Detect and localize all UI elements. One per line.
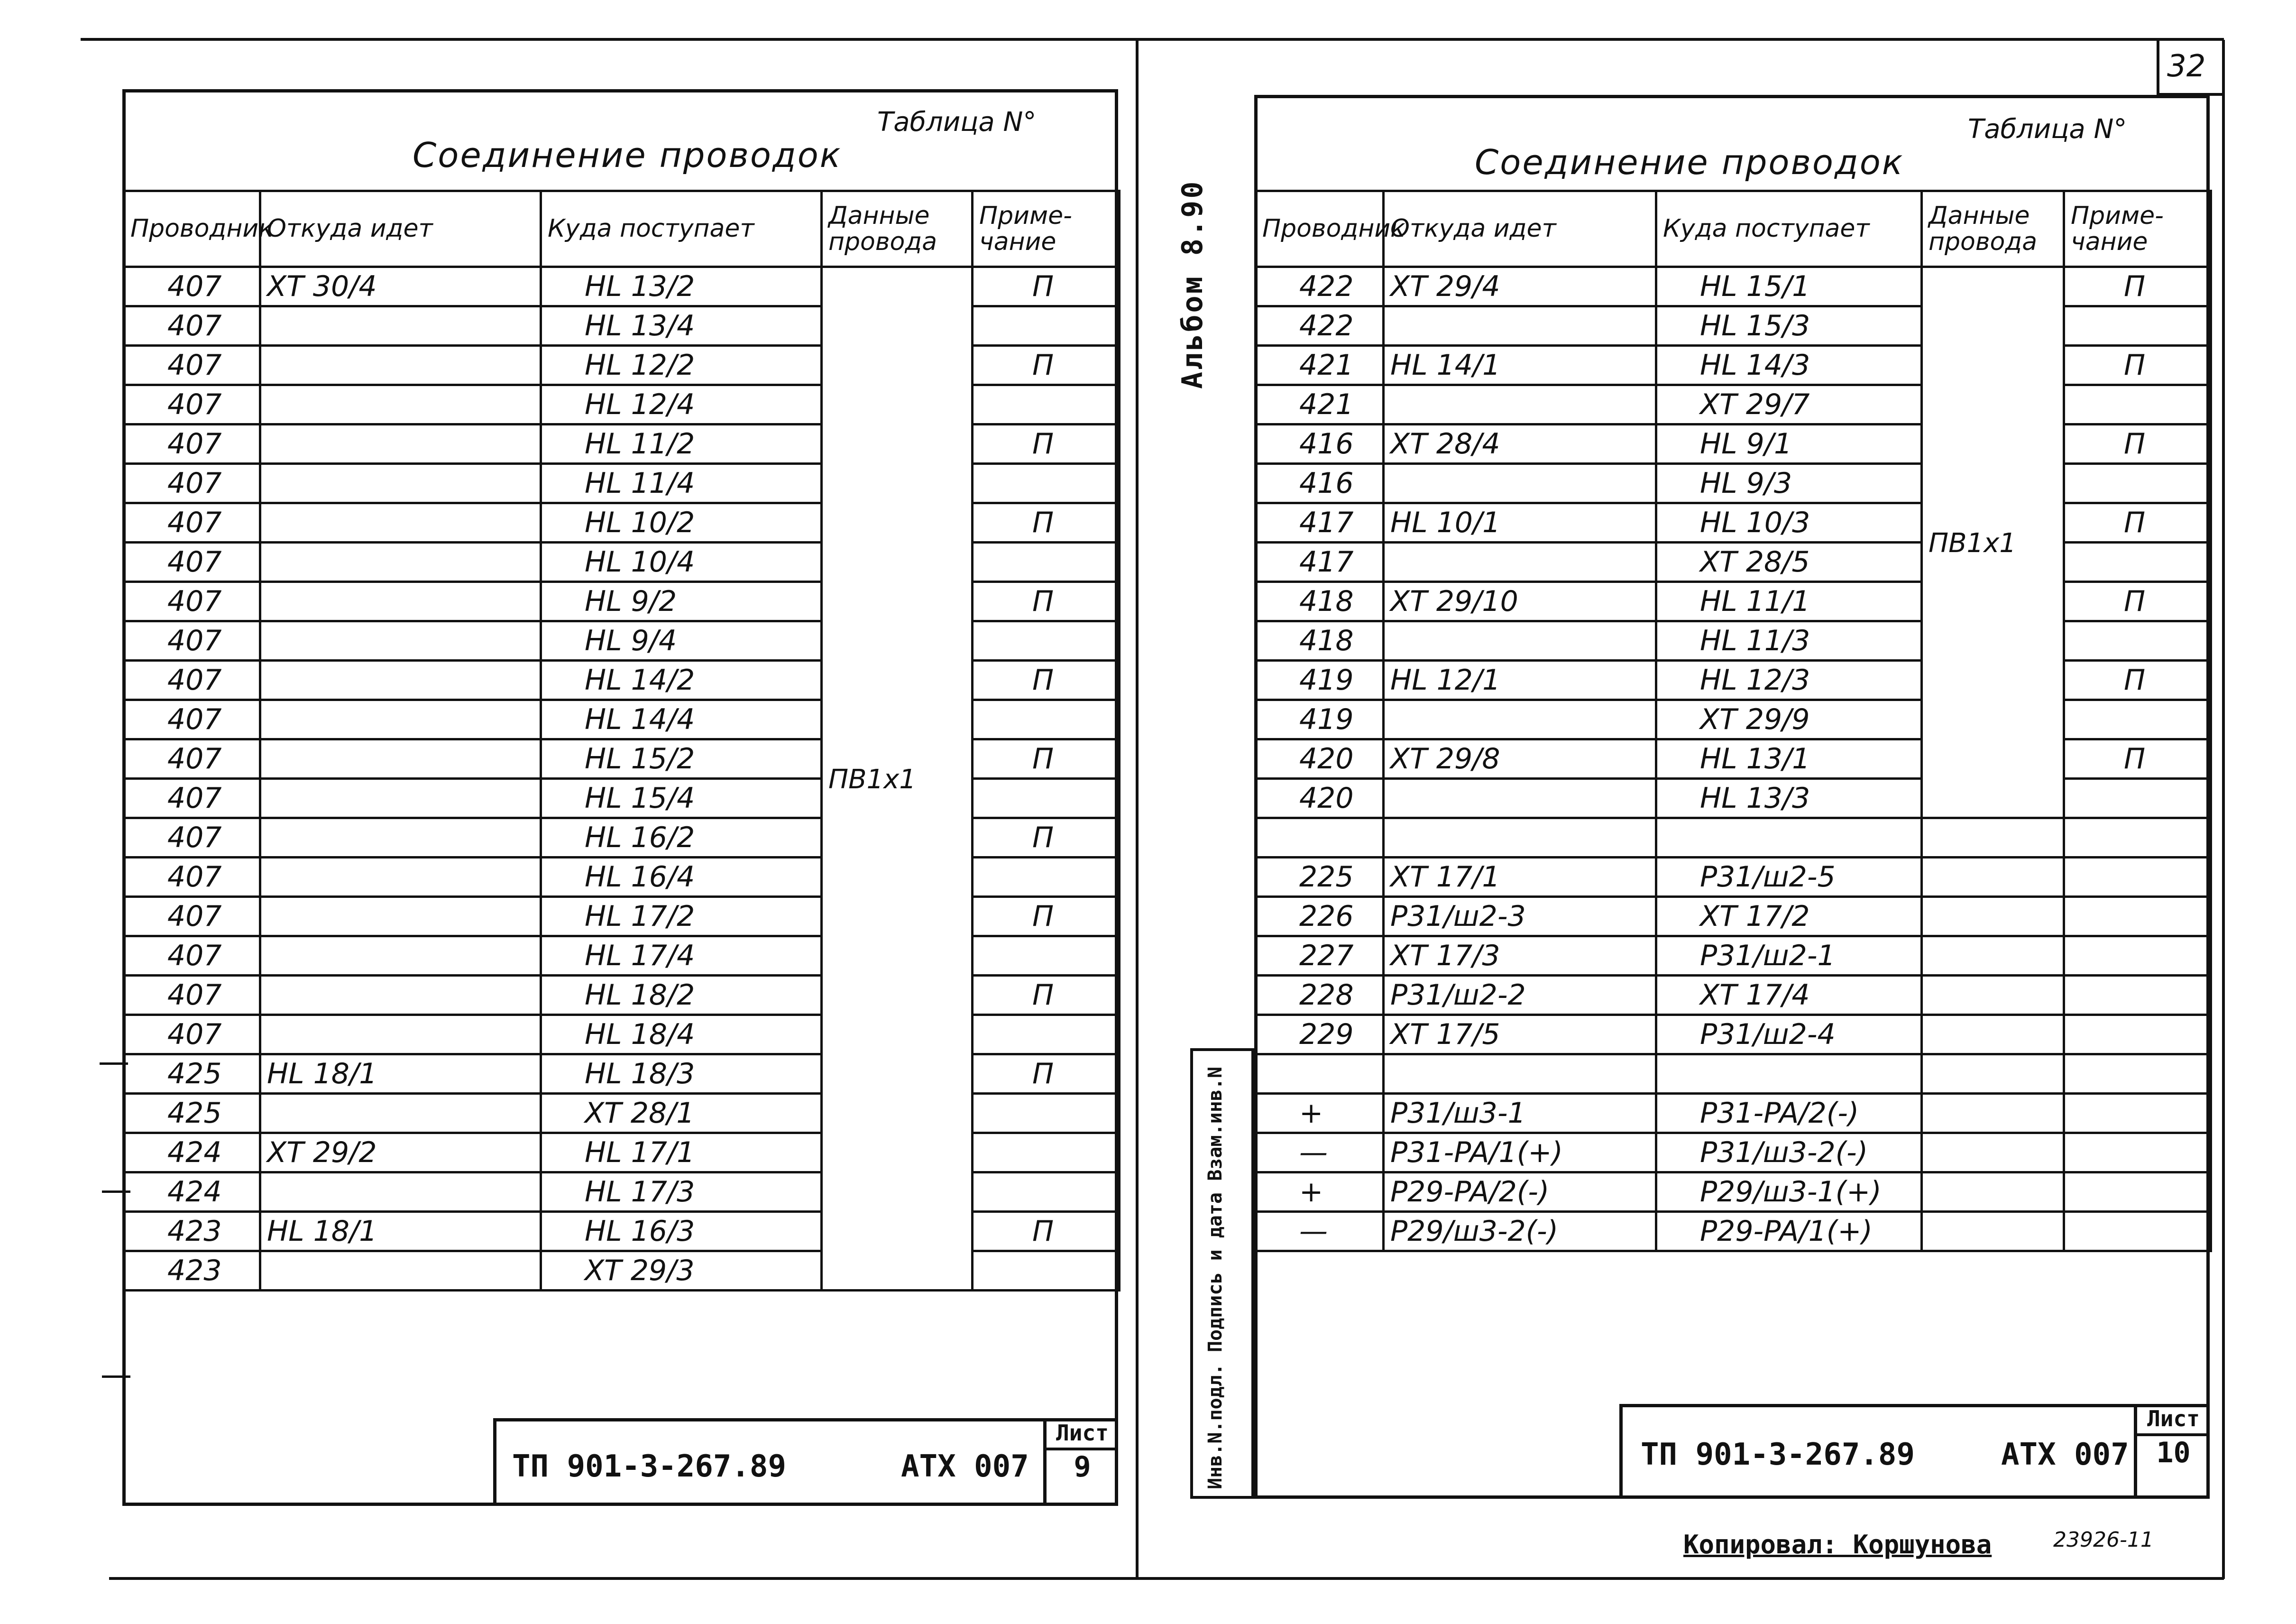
cell-to: HL 17/3 [541, 1172, 822, 1212]
col-header-wire-data: Данные провода [1922, 191, 2064, 267]
col-header-note: Приме-чание [973, 191, 1120, 267]
cell-from [260, 739, 541, 779]
cell-to: P29-PA/1(+) [1656, 1212, 1922, 1251]
cell-to: HL 13/3 [1656, 779, 1922, 818]
cell-to: XT 17/4 [1656, 976, 1922, 1015]
table-row [1256, 267, 2211, 306]
cell-note [2064, 1015, 2211, 1054]
right-sheet-box [2134, 1404, 2210, 1499]
cell-wire: + [1256, 1172, 1384, 1212]
cell-note [973, 1172, 1120, 1212]
left-wire-table [122, 190, 1120, 1292]
table-row [1256, 661, 2211, 700]
cell-note: П [973, 1054, 1120, 1094]
cell-wire: 229 [1256, 1015, 1384, 1054]
cell-wire: 420 [1256, 739, 1384, 779]
cell-to: HL 10/3 [1656, 503, 1922, 543]
cell-note: П [973, 424, 1120, 464]
cell-note [2064, 976, 2211, 1015]
cell-note [2064, 1133, 2211, 1172]
cell-wire: 419 [1256, 700, 1384, 739]
cell-note [973, 464, 1120, 503]
cell-wire: 407 [124, 936, 260, 976]
col-header-from: Откуда идет [1384, 191, 1656, 267]
cell-wire: 423 [124, 1212, 260, 1251]
cell-from [260, 424, 541, 464]
cell-note [973, 936, 1120, 976]
cell-wire: 407 [124, 1015, 260, 1054]
col-header-note: Приме-чание [2064, 191, 2211, 267]
table-row [1256, 424, 2211, 464]
cell-wire: 407 [124, 779, 260, 818]
cell-wire: 422 [1256, 267, 1384, 306]
cell-note [2064, 543, 2211, 582]
cell-wire: 420 [1256, 779, 1384, 818]
cell-to: HL 14/4 [541, 700, 822, 739]
cell-note: П [2064, 267, 2211, 306]
cell-note [2064, 700, 2211, 739]
cell-from: XT 17/3 [1384, 936, 1656, 976]
cell-wire: 407 [124, 385, 260, 424]
cell-to: HL 11/1 [1656, 582, 1922, 621]
cell-from [1384, 543, 1656, 582]
cell-note [2064, 621, 2211, 661]
left-section-code: АТХ 007 [901, 1449, 1029, 1484]
cell-note [973, 1094, 1120, 1133]
cell-wire: 407 [124, 346, 260, 385]
cell-note [973, 779, 1120, 818]
page-number: 32 [2167, 49, 2206, 84]
cell-to: P31/ш2-1 [1656, 936, 1922, 976]
cell-note: П [2064, 424, 2211, 464]
table-row [1256, 897, 2211, 936]
cell-from [1384, 464, 1656, 503]
cell-wire-data [1922, 1172, 2064, 1212]
cell-note [2064, 936, 2211, 976]
cell-wire: 407 [124, 621, 260, 661]
cell-wire: 407 [124, 306, 260, 346]
cell-wire: 407 [124, 661, 260, 700]
table-row [1256, 503, 2211, 543]
cell-to: XT 28/5 [1656, 543, 1922, 582]
table-row [1256, 700, 2211, 739]
cell-wire-data [1922, 976, 2064, 1015]
cell-note: П [973, 661, 1120, 700]
cell-to: HL 12/3 [1656, 661, 1922, 700]
cell-wire: 419 [1256, 661, 1384, 700]
cell-wire: 422 [1256, 306, 1384, 346]
cell-note [2064, 464, 2211, 503]
table-row [1256, 621, 2211, 661]
cell-to: HL 11/3 [1656, 621, 1922, 661]
cell-note: П [973, 346, 1120, 385]
table-row [1256, 543, 2211, 582]
table-row [1256, 858, 2211, 897]
cell-from [260, 1015, 541, 1054]
table-row [1256, 739, 2211, 779]
cell-to: HL 16/2 [541, 818, 822, 858]
cell-to: HL 11/4 [541, 464, 822, 503]
cell-wire-data [1922, 818, 2064, 858]
col-header-to: Куда поступает [541, 191, 822, 267]
cell-note [2064, 306, 2211, 346]
cell-note: П [2064, 346, 2211, 385]
left-sheet-label: Лист [1047, 1418, 1118, 1450]
cell-wire: 425 [124, 1054, 260, 1094]
cell-to: HL 16/3 [541, 1212, 822, 1251]
cell-wire: 418 [1256, 582, 1384, 621]
cell-from: HL 18/1 [260, 1054, 541, 1094]
cell-from: XT 29/8 [1384, 739, 1656, 779]
cell-wire: — [1256, 1133, 1384, 1172]
cell-to: HL 15/2 [541, 739, 822, 779]
cell-from: XT 30/4 [260, 267, 541, 306]
cell-wire: + [1256, 1094, 1384, 1133]
cell-to: HL 9/2 [541, 582, 822, 621]
cell-from [260, 700, 541, 739]
cell-note: П [2064, 661, 2211, 700]
left-doc-code: ТП 901-3-267.89 [512, 1449, 786, 1484]
cell-to: P31/ш2-4 [1656, 1015, 1922, 1054]
cell-from [260, 582, 541, 621]
cell-note: П [973, 582, 1120, 621]
cell-note [973, 543, 1120, 582]
right-panel-title: Соединение проводок [1475, 142, 1904, 182]
table-row [1256, 976, 2211, 1015]
cell-wire: 424 [124, 1133, 260, 1172]
cell-note [2064, 779, 2211, 818]
cell-from: XT 17/1 [1384, 858, 1656, 897]
cell-wire: 407 [124, 739, 260, 779]
cell-to: HL 15/4 [541, 779, 822, 818]
cell-to: XT 17/2 [1656, 897, 1922, 936]
cell-to: HL 10/2 [541, 503, 822, 543]
cell-to: HL 17/2 [541, 897, 822, 936]
right-wire-table [1254, 190, 2212, 1252]
cell-to: HL 16/4 [541, 858, 822, 897]
cell-to: XT 28/1 [541, 1094, 822, 1133]
cell-from: HL 12/1 [1384, 661, 1656, 700]
cell-from [1384, 818, 1656, 858]
cell-wire: 416 [1256, 464, 1384, 503]
cell-from: XT 29/2 [260, 1133, 541, 1172]
cell-note [973, 1133, 1120, 1172]
cell-from [260, 346, 541, 385]
cell-wire-data [1922, 936, 2064, 976]
cell-to: HL 17/4 [541, 936, 822, 976]
cell-note: П [973, 739, 1120, 779]
cell-from [260, 897, 541, 936]
cell-to: HL 9/4 [541, 621, 822, 661]
cell-wire [1256, 1054, 1384, 1094]
cell-from [260, 621, 541, 661]
cell-note: П [973, 1212, 1120, 1251]
cell-from: P31/ш3-1 [1384, 1094, 1656, 1133]
cell-from [1384, 700, 1656, 739]
cell-from [1384, 385, 1656, 424]
cell-wire-data [1922, 267, 2064, 818]
cell-note: П [2064, 739, 2211, 779]
cell-from: HL 10/1 [1384, 503, 1656, 543]
cell-note [973, 1251, 1120, 1291]
table-row [1256, 306, 2211, 346]
cell-to: XT 29/3 [541, 1251, 822, 1291]
cell-from: P31/ш2-3 [1384, 897, 1656, 936]
cell-to: HL 15/1 [1656, 267, 1922, 306]
right-sheet-label: Лист [2137, 1404, 2210, 1436]
cell-wire: 407 [124, 267, 260, 306]
cell-from [1384, 621, 1656, 661]
cell-to [1656, 818, 1922, 858]
cell-note [973, 700, 1120, 739]
cell-wire: 407 [124, 858, 260, 897]
cell-from: P29-PA/2(-) [1384, 1172, 1656, 1212]
cell-to: HL 15/3 [1656, 306, 1922, 346]
cell-note [2064, 858, 2211, 897]
cell-wire: 407 [124, 503, 260, 543]
cell-from: P31/ш2-2 [1384, 976, 1656, 1015]
side-stamp-text: Инв.N.подл. Подпись и дата Взам.инв.N [1204, 1066, 1226, 1489]
sheet-top-line [81, 38, 2224, 41]
table-row [1256, 582, 2211, 621]
cell-wire: 417 [1256, 503, 1384, 543]
cell-from [260, 858, 541, 897]
cell-wire: 407 [124, 700, 260, 739]
cell-to: HL 14/2 [541, 661, 822, 700]
cell-note: П [973, 267, 1120, 306]
cell-from [1384, 306, 1656, 346]
left-panel-title: Соединение проводок [413, 135, 842, 175]
cell-wire: 407 [124, 976, 260, 1015]
cell-wire: 421 [1256, 385, 1384, 424]
cell-to: HL 10/4 [541, 543, 822, 582]
cell-note [2064, 1094, 2211, 1133]
cell-note: П [973, 976, 1120, 1015]
cell-note [973, 385, 1120, 424]
cell-from: HL 14/1 [1384, 346, 1656, 385]
cell-from [260, 936, 541, 976]
left-sheet-box [1043, 1418, 1118, 1506]
copy-number: 23926-11 [2053, 1528, 2154, 1552]
cell-to: HL 18/3 [541, 1054, 822, 1094]
col-header-from: Откуда идет [260, 191, 541, 267]
cell-wire: 418 [1256, 621, 1384, 661]
cell-from: XT 29/10 [1384, 582, 1656, 621]
cell-note [2064, 897, 2211, 936]
cell-wire-data [1922, 897, 2064, 936]
left-sheet-number: 9 [1074, 1450, 1091, 1484]
cell-wire-data [1922, 1133, 2064, 1172]
cell-note [973, 621, 1120, 661]
col-header-wire: Проводник [124, 191, 260, 267]
cell-to: XT 29/7 [1656, 385, 1922, 424]
cell-wire: 407 [124, 424, 260, 464]
cell-note [2064, 1054, 2211, 1094]
cell-wire-data [1922, 858, 2064, 897]
cell-to: XT 29/9 [1656, 700, 1922, 739]
cell-from [1384, 1054, 1656, 1094]
cell-from: P31-PA/1(+) [1384, 1133, 1656, 1172]
cell-note: П [2064, 582, 2211, 621]
cell-to: HL 9/1 [1656, 424, 1922, 464]
cell-wire: 228 [1256, 976, 1384, 1015]
sheet-right-line [2222, 40, 2225, 1579]
cell-note [2064, 1172, 2211, 1212]
cell-wire-data [822, 267, 973, 1291]
table-row [1256, 779, 2211, 818]
cell-wire: 227 [1256, 936, 1384, 976]
cell-note: П [973, 897, 1120, 936]
table-row [1256, 346, 2211, 385]
cell-from [1384, 779, 1656, 818]
cell-to: P29/ш3-1(+) [1656, 1172, 1922, 1212]
right-section-code: АТХ 007 [2001, 1437, 2129, 1472]
cell-from [260, 503, 541, 543]
cell-wire: 417 [1256, 543, 1384, 582]
right-sheet-number: 10 [2156, 1436, 2191, 1469]
cell-from [260, 464, 541, 503]
cell-note [2064, 818, 2211, 858]
cell-wire [1256, 818, 1384, 858]
cell-from [260, 1251, 541, 1291]
cell-to: P31-PA/2(-) [1656, 1094, 1922, 1133]
album-label: Альбом 8.90 [1176, 179, 1209, 389]
table-row [1256, 385, 2211, 424]
cell-from [260, 306, 541, 346]
cell-to: HL 13/2 [541, 267, 822, 306]
right-doc-code: ТП 901-3-267.89 [1641, 1437, 1915, 1472]
cell-to: HL 13/1 [1656, 739, 1922, 779]
cell-note: П [973, 503, 1120, 543]
cell-to: HL 12/2 [541, 346, 822, 385]
wire-data-value: ПВ1х1 [828, 764, 916, 795]
cell-to: P31/ш3-2(-) [1656, 1133, 1922, 1172]
col-header-to: Куда поступает [1656, 191, 1922, 267]
cell-wire-data [1922, 1015, 2064, 1054]
table-row [1256, 1015, 2211, 1054]
table-row [1256, 936, 2211, 976]
right-table-tag: Таблица N° [1968, 114, 2127, 145]
cell-to [1656, 1054, 1922, 1094]
cell-note [973, 858, 1120, 897]
cell-wire: 407 [124, 543, 260, 582]
cell-wire: 407 [124, 582, 260, 621]
cell-from [260, 543, 541, 582]
cell-to: HL 14/3 [1656, 346, 1922, 385]
cell-from: XT 28/4 [1384, 424, 1656, 464]
cell-note [973, 306, 1120, 346]
cell-note: П [973, 818, 1120, 858]
cell-from: P29/ш3-2(-) [1384, 1212, 1656, 1251]
cell-from: XT 17/5 [1384, 1015, 1656, 1054]
table-row [1256, 1133, 2211, 1172]
copied-by: Копировал: Коршунова [1683, 1530, 1992, 1559]
cell-from [260, 976, 541, 1015]
cell-wire-data [1922, 1054, 2064, 1094]
left-table-tag: Таблица N° [877, 107, 1037, 138]
cell-from [260, 385, 541, 424]
cell-wire: 407 [124, 897, 260, 936]
cell-wire: 226 [1256, 897, 1384, 936]
cell-note [2064, 1212, 2211, 1251]
cell-from [260, 1094, 541, 1133]
cell-wire: 407 [124, 464, 260, 503]
table-row [1256, 1094, 2211, 1133]
cell-wire: 425 [124, 1094, 260, 1133]
cell-from [260, 818, 541, 858]
cell-to: HL 9/3 [1656, 464, 1922, 503]
cell-to: P31/ш2-5 [1656, 858, 1922, 897]
col-header-wire: Проводник [1256, 191, 1384, 267]
cell-from [260, 779, 541, 818]
cell-from: XT 29/4 [1384, 267, 1656, 306]
wire-data-value: ПВ1х1 [1929, 527, 2016, 559]
cell-wire-data [1922, 1094, 2064, 1133]
table-row [1256, 818, 2211, 858]
sheet-fold-line [1136, 40, 1139, 1579]
cell-to: HL 18/4 [541, 1015, 822, 1054]
table-row [1256, 464, 2211, 503]
cell-to: HL 12/4 [541, 385, 822, 424]
cell-wire: 416 [1256, 424, 1384, 464]
cell-to: HL 11/2 [541, 424, 822, 464]
sheet-bottom-line [109, 1577, 2224, 1580]
cell-to: HL 18/2 [541, 976, 822, 1015]
cell-note: П [2064, 503, 2211, 543]
table-row [1256, 1172, 2211, 1212]
cell-from [260, 661, 541, 700]
cell-from [260, 1172, 541, 1212]
cell-wire: 421 [1256, 346, 1384, 385]
cell-wire: 225 [1256, 858, 1384, 897]
cell-from: HL 18/1 [260, 1212, 541, 1251]
cell-to: HL 13/4 [541, 306, 822, 346]
cell-wire: — [1256, 1212, 1384, 1251]
cell-wire: 423 [124, 1251, 260, 1291]
table-row [124, 267, 1120, 306]
cell-wire: 424 [124, 1172, 260, 1212]
table-row [1256, 1212, 2211, 1251]
cell-to: HL 17/1 [541, 1133, 822, 1172]
cell-wire-data [1922, 1212, 2064, 1251]
col-header-wire-data: Данные провода [822, 191, 973, 267]
cell-note [2064, 385, 2211, 424]
table-row [1256, 1054, 2211, 1094]
cell-note [973, 1015, 1120, 1054]
cell-wire: 407 [124, 818, 260, 858]
